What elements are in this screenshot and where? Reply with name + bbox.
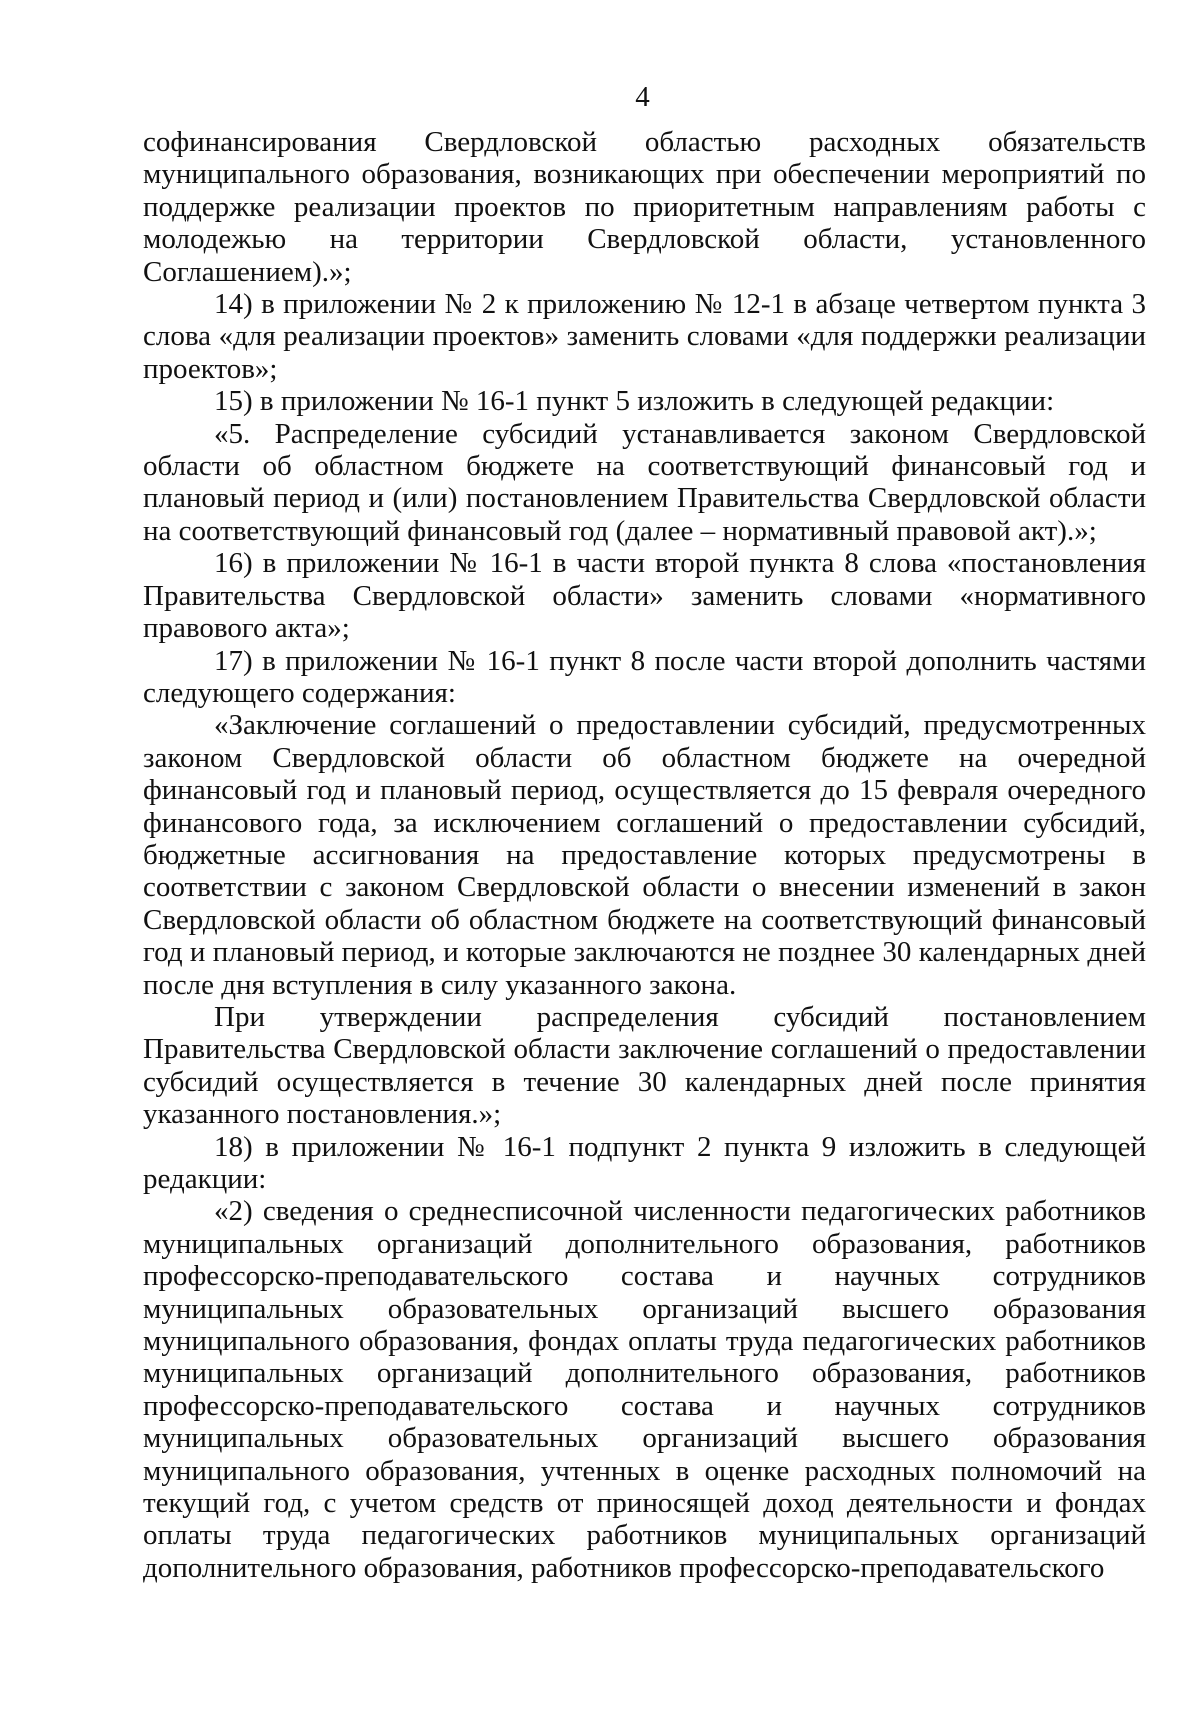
paragraph-quote-subpoint-2: «2) сведения о среднесписочной численности педагогических работников муниципальных организаций дополнительного образования, работников профессорско-преподавательского состава и научных сотрудников муниципальных образовательных организаций высшего образования муниципального образования, фондах оплаты труда педагогических работников муниципальных организаций дополнительного образования, работников профессорско-преподавательского состава и научных сотрудников муниципальных образовательных организаций высшего образования муниципального образования, учтенных в оценке расходных полномочий на текущий год, с учетом средств от приносящей доход деятельности и фондах оплаты труда педагогических работников муниципальных организаций дополнительного образования, работников профессорско-преподавательского [143,1195,1146,1584]
paragraph-item-15: 15) в приложении № 16-1 пункт 5 изложить в следующей редакции: [214,385,1055,418]
paragraph-continuation: софинансирования Свердловской областью расходных обязательств муниципального образования, возникающих при обеспечении мероприятий по поддержке реализации проектов по приоритетным направлениям работы с молодежью на территории Свердловской области, установленного Соглашением).»; [143,126,1146,288]
paragraph-quote-agreements: «Заключение соглашений о предоставлении субсидий, предусмотренных законом Свердловской области об областном бюджете на очередной финансовый год и плановый период, осуществляется до 15 февраля очередного финансового года, за исключением соглашений о предоставлении субсидий, бюджетные ассигнования на предоставление которых предусмотрены в соответствии с законом Свердловской области о внесении изменений в закон Свердловской области об областном бюджете на соответствующий финансовый год и плановый период, и которые заключаются не позднее 30 календарных дней после дня вступления в силу указанного закона. [143,709,1146,1001]
paragraph-quote-distribution: При утверждении распределения субсидий постановлением Правительства Свердловской области заключение соглашений о предоставлении субсидий осуществляется в течение 30 календарных дней после принятия указанного постановления.»; [143,1000,1146,1131]
paragraph-item-17: 17) в приложении № 16-1 пункт 8 после части второй дополнить частями следующего содержания: [143,644,1146,709]
paragraph-quote-point-5: «5. Распределение субсидий устанавливается законом Свердловской области об областном бюджете на соответствующий финансовый год и плановый период и (или) постановлением Правительства Свердловской области на соответствующий финансовый год (далее – нормативный правовой акт).»; [143,417,1146,547]
paragraph-item-16: 16) в приложении № 16-1 в части второй пункта 8 слова «постановления Правительства Свердловской области» заменить словами «нормативного правового акта»; [143,547,1146,645]
paragraph-item-14: 14) в приложении № 2 к приложению № 12-1 в абзаце четвертом пункта 3 слова «для реализации проектов» заменить словами «для поддержки реализации проектов»; [143,288,1146,385]
paragraph-item-18: 18) в приложении № 16-1 подпункт 2 пункта 9 изложить в следующей редакции: [143,1130,1146,1195]
document-body [143,126,1146,1584]
page-number: 4 [635,81,650,113]
